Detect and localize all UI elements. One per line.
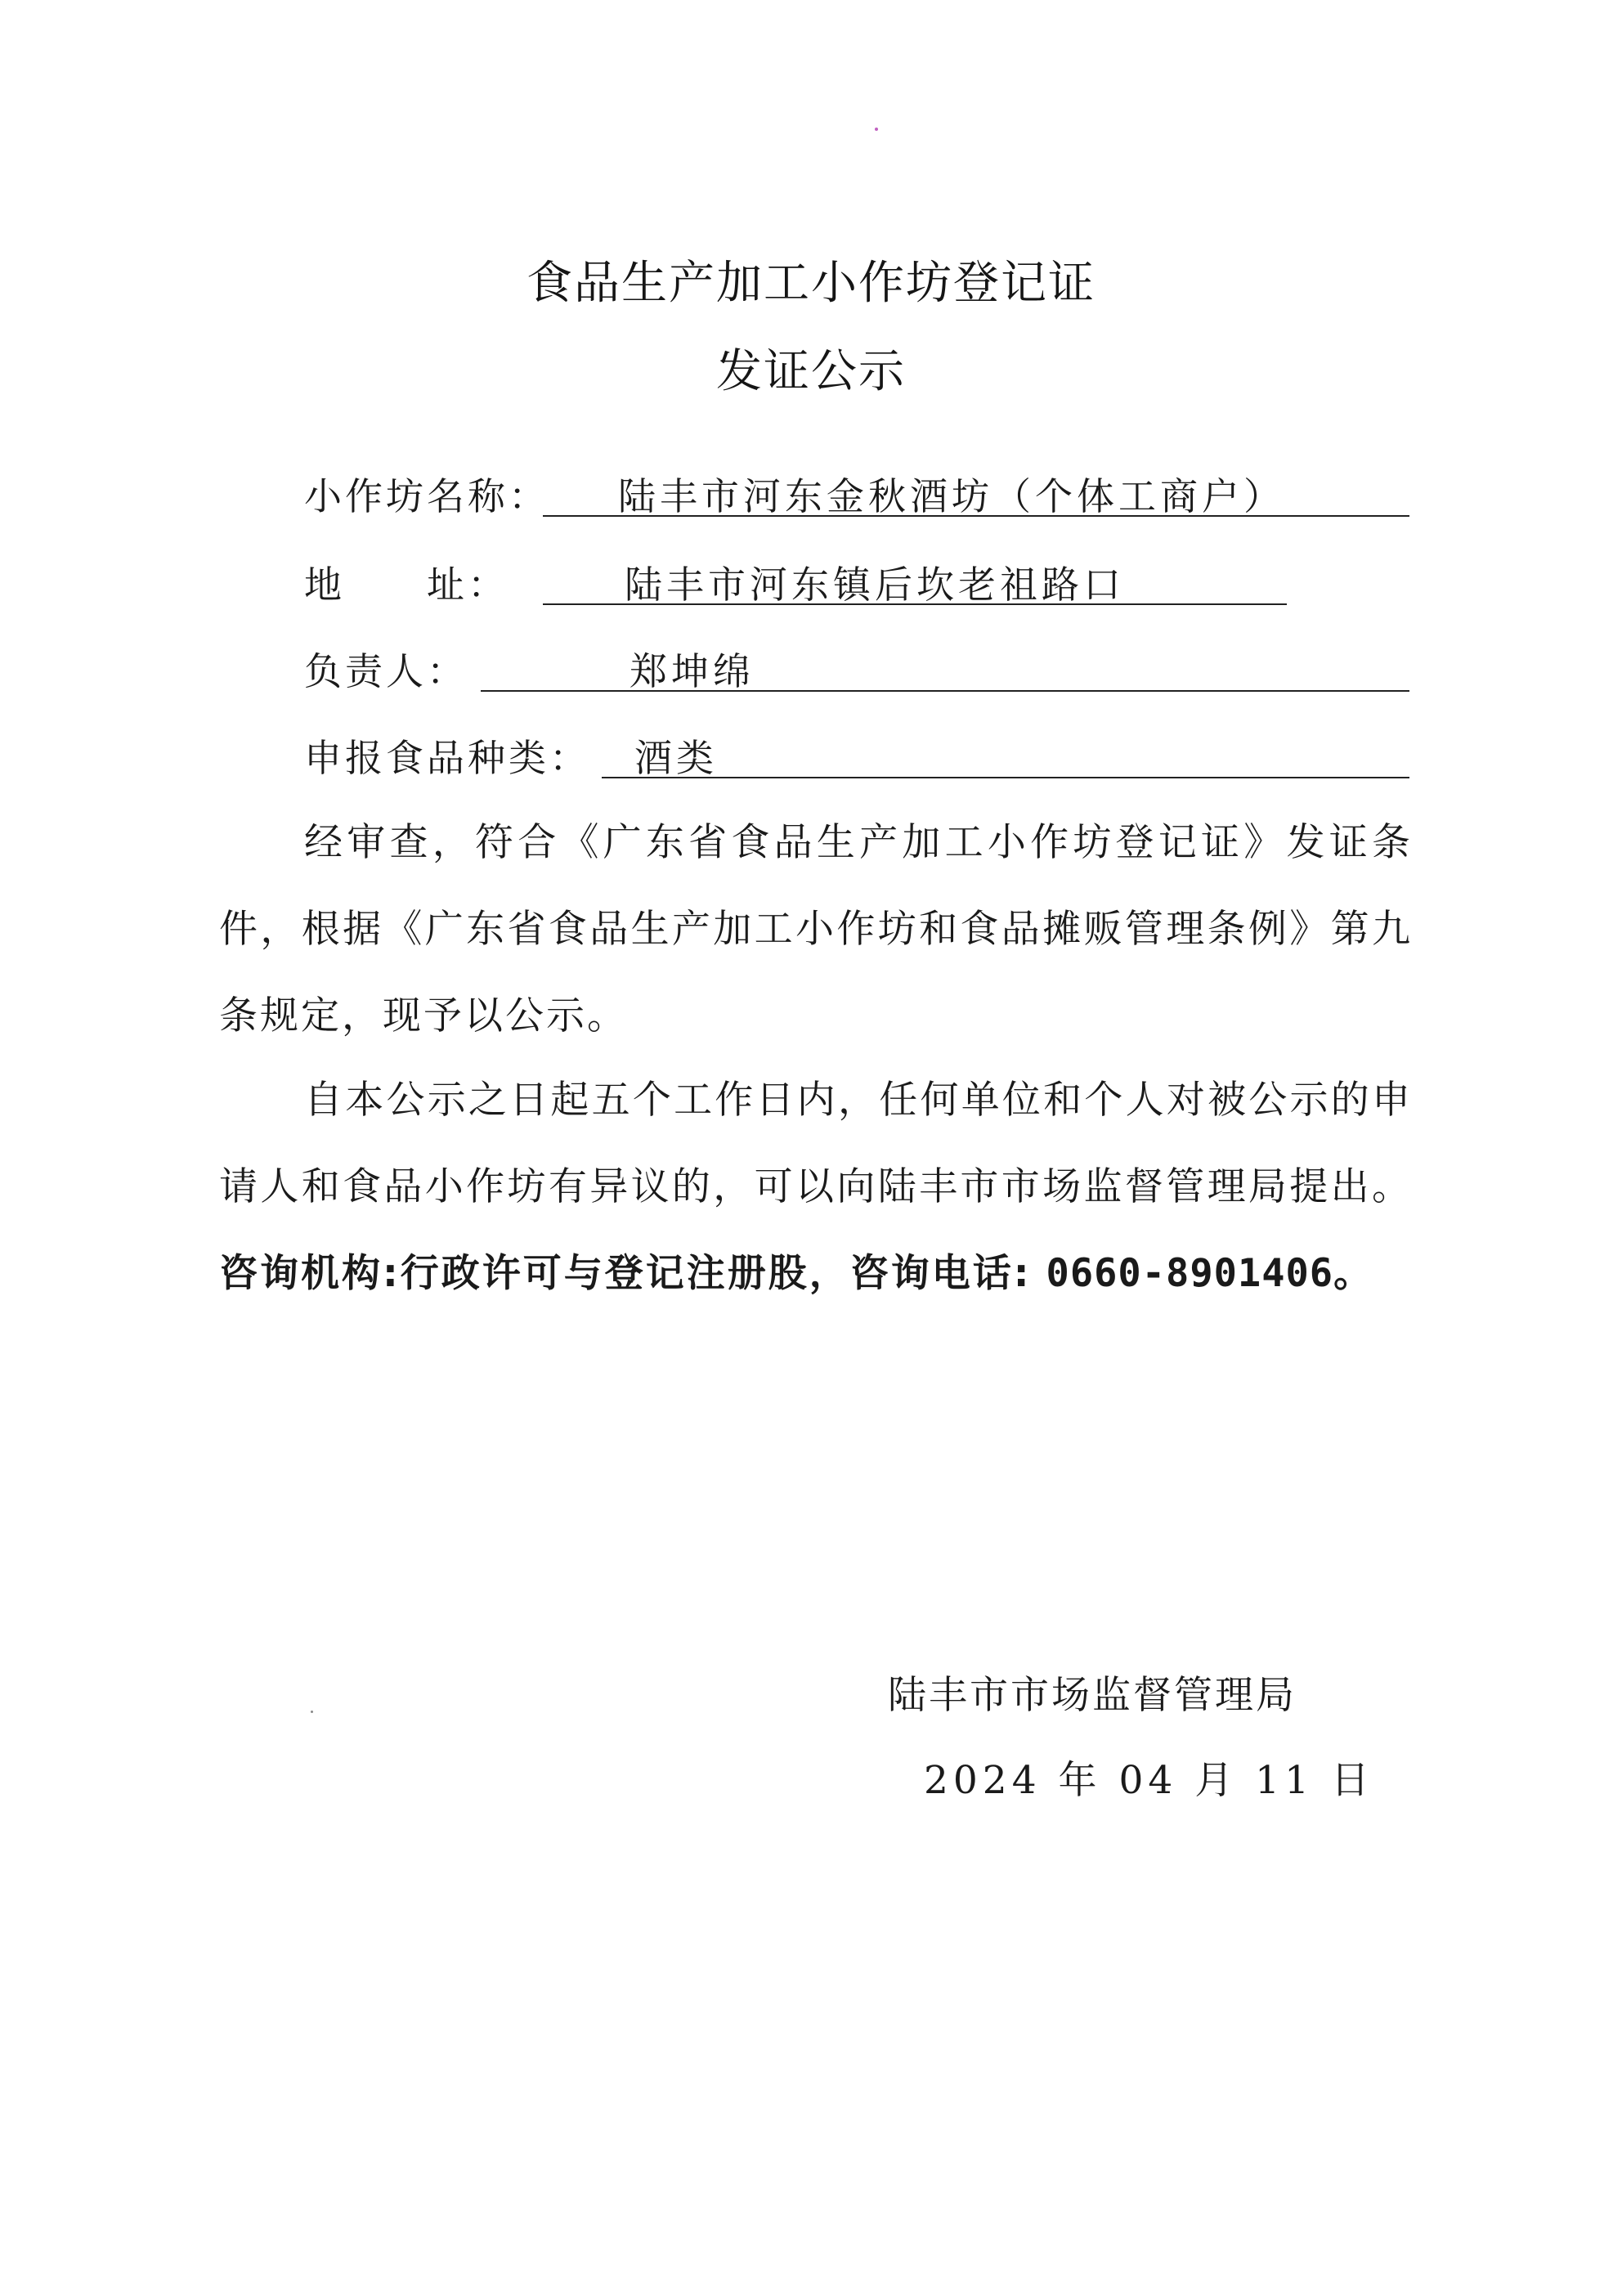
issuing-organization: 陆丰市市场监督管理局 bbox=[888, 1673, 1297, 1718]
workshop-name-label: 小作坊名称： bbox=[304, 474, 549, 518]
address-label: 地 址： bbox=[304, 563, 509, 607]
workshop-name-value: 陆丰市河东金秋酒坊（个体工商户） bbox=[618, 474, 1285, 518]
person-in-charge-value: 郑坤绵 bbox=[630, 649, 755, 693]
food-category-value: 酒类 bbox=[634, 736, 718, 780]
person-in-charge-field bbox=[304, 643, 1416, 700]
address-field bbox=[304, 556, 1416, 613]
food-category-label: 申报食品种类： bbox=[304, 736, 590, 780]
notice-subtitle: 发证公示 bbox=[716, 345, 906, 398]
consultation-info: 咨询机构:行政许可与登记注册股，咨询电话: bbox=[219, 1251, 1032, 1296]
objection-text: 自本公示之日起五个工作日内，任何单位和个人对被公示的申请人和食品小作坊有异议的，可以向陆丰市市场监督管理局提出。 bbox=[219, 1078, 1413, 1209]
food-category-field bbox=[304, 729, 1416, 787]
issue-date: 2024 年 04 月 11 日 bbox=[924, 1758, 1374, 1803]
notice-title: 食品生产加工小作坊登记证 bbox=[526, 257, 1096, 310]
address-value: 陆丰市河东镇后坎老祖路口 bbox=[625, 563, 1125, 607]
workshop-name-field bbox=[304, 468, 1416, 525]
person-in-charge-label: 负责人： bbox=[304, 649, 468, 693]
scan-speck bbox=[311, 1711, 313, 1713]
person-in-charge-underline bbox=[481, 690, 1409, 692]
scan-speck bbox=[875, 128, 878, 131]
review-paragraph: 经审查，符合《广东省食品生产加工小作坊登记证》发证条件，根据《广东省食品生产加工小作坊和食品摊贩管理条例》第九条规定，现予以公示。 bbox=[219, 820, 1413, 1038]
consultation-phone: 0660-8901406。 bbox=[1046, 1251, 1373, 1296]
food-category-underline bbox=[602, 777, 1409, 778]
objection-paragraph bbox=[219, 1057, 1413, 1317]
